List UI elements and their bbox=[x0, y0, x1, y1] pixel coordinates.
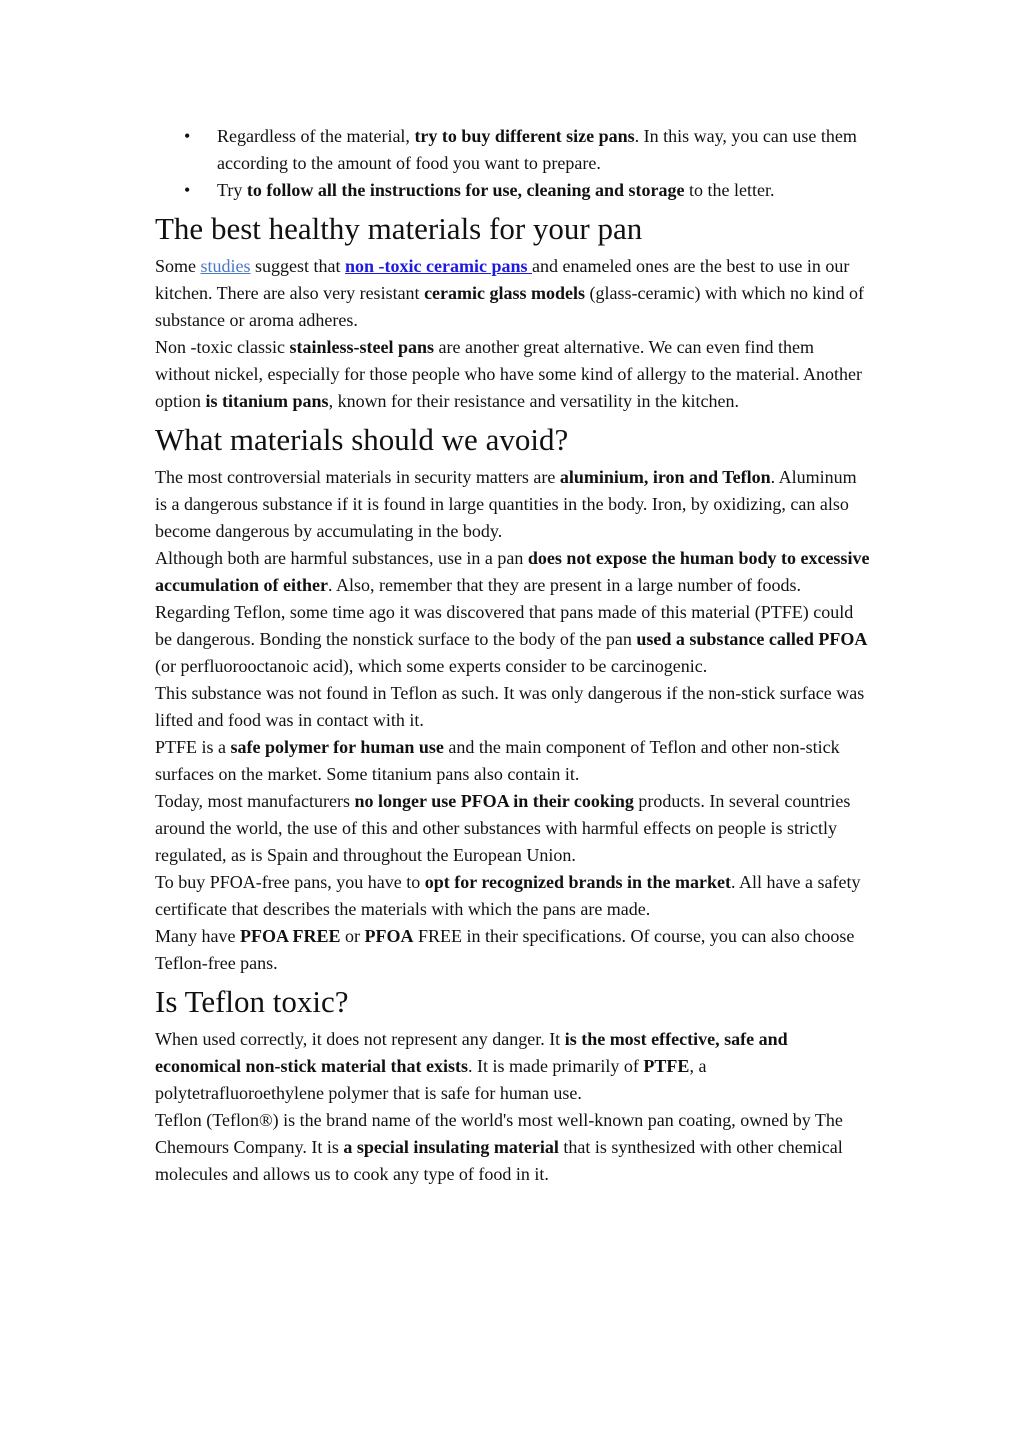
bold-text: PTFE bbox=[643, 1056, 690, 1076]
text: This substance was not found in Teflon as such. It was only dangerous if the non-stick surface was lifted and food was in contact with it. bbox=[155, 683, 865, 730]
text: . Aluminum is a dangerous substance if it is found in large quantities in the body. Iron, by oxidizing, can also become dangerous by accumulating in the body. bbox=[155, 467, 857, 541]
bold-text: opt for recognized brands in the market bbox=[424, 872, 732, 892]
paragraph bbox=[155, 464, 871, 545]
bullet-icon: • bbox=[184, 180, 191, 200]
bold-text: PFOA bbox=[364, 926, 414, 946]
text: PTFE is a bbox=[155, 737, 231, 757]
list-item bbox=[155, 177, 871, 204]
list-item-text: Regardless of the material, bbox=[217, 126, 415, 146]
text: Some bbox=[155, 256, 201, 276]
text: The most controversial materials in security matters are bbox=[155, 467, 560, 487]
paragraph bbox=[155, 869, 871, 923]
bullet-icon: • bbox=[184, 126, 191, 146]
bold-text: PFOA FREE bbox=[239, 926, 341, 946]
section-heading-healthy-materials: The best healthy materials for your pan bbox=[155, 211, 643, 246]
bold-text: no longer use PFOA in their cooking bbox=[354, 791, 634, 811]
paragraph bbox=[155, 253, 871, 334]
bold-text: is the most effective, safe and economical non-stick material that exists bbox=[155, 1029, 788, 1076]
text: . All have a safety certificate that describes the materials with which the pans are made. bbox=[155, 872, 861, 919]
list-item bbox=[155, 123, 871, 177]
text: FREE in their specifications. Of course, you can also choose Teflon-free pans. bbox=[155, 926, 855, 973]
paragraph bbox=[155, 923, 871, 977]
text: are another great alternative. We can even find them without nickel, especially for those people who have some kind of allergy to the material. Another option bbox=[155, 337, 862, 411]
text: suggest that bbox=[250, 256, 346, 276]
text: , known for their resistance and versatility in the kitchen. bbox=[328, 391, 739, 411]
paragraph bbox=[155, 1026, 871, 1107]
list-item-bold: to follow all the instructions for use, cleaning and storage bbox=[246, 180, 685, 200]
bold-text: ceramic glass models bbox=[424, 283, 586, 303]
paragraph bbox=[155, 734, 871, 788]
text: (glass-ceramic) with which no kind of substance or aroma adheres. bbox=[155, 283, 864, 330]
text: . It is made primarily of bbox=[467, 1056, 644, 1076]
text: Teflon (Teflon®) is the brand name of the world's most well-known pan coating, owned by The Chemours Company. It is bbox=[155, 1110, 843, 1157]
paragraph bbox=[155, 1107, 871, 1188]
text: products. In several countries around the world, the use of this and other substances with harmful effects on people is strictly regulated, as is Spain and throughout the European Union. bbox=[155, 791, 851, 865]
text: Although both are harmful substances, use in a pan bbox=[155, 548, 528, 568]
section-heading-teflon-toxic: Is Teflon toxic? bbox=[155, 984, 349, 1019]
list-item-text: . In this way, you can use them according to the amount of food you want to prepare. bbox=[217, 126, 857, 173]
bold-text: aluminium, iron and Teflon bbox=[559, 467, 771, 487]
bold-text: a special insulating material bbox=[343, 1137, 559, 1157]
paragraph bbox=[155, 599, 871, 680]
text: or bbox=[340, 926, 365, 946]
section-heading-materials-to-avoid: What materials should we avoid? bbox=[155, 422, 569, 457]
studies-link[interactable]: studies bbox=[200, 256, 251, 276]
list-item-bold: try to buy different size pans bbox=[414, 126, 635, 146]
paragraph bbox=[155, 545, 871, 599]
bold-text: is titanium pans bbox=[205, 391, 329, 411]
text: Today, most manufacturers bbox=[155, 791, 355, 811]
paragraph bbox=[155, 334, 871, 415]
text: Regarding Teflon, some time ago it was discovered that pans made of this material (PTFE) could be dangerous. Bonding the nonstick surface to the body of the pan bbox=[155, 602, 854, 649]
bold-text: safe polymer for human use bbox=[230, 737, 444, 757]
list-item-text: to the letter. bbox=[684, 180, 775, 200]
text: and the main component of Teflon and other non-stick surfaces on the market. Some titanium pans also contain it. bbox=[155, 737, 840, 784]
ceramic-pans-link[interactable]: non -toxic ceramic pans bbox=[345, 256, 533, 276]
text: Many have bbox=[155, 926, 240, 946]
paragraph bbox=[155, 788, 871, 869]
text: that is synthesized with other chemical molecules and allows us to cook any type of food in it. bbox=[155, 1137, 843, 1184]
paragraph bbox=[155, 680, 871, 734]
document-page bbox=[155, 123, 871, 1188]
text: . Also, remember that they are present in a large number of foods. bbox=[327, 575, 801, 595]
text: When used correctly, it does not represent any danger. It bbox=[155, 1029, 565, 1049]
text: Non -toxic classic bbox=[155, 337, 290, 357]
bold-text: does not expose the human body to excessive accumulation of either bbox=[155, 548, 870, 595]
text: , a polytetrafluoroethylene polymer that is safe for human use. bbox=[155, 1056, 707, 1103]
tips-list bbox=[155, 123, 871, 204]
text: and enameled ones are the best to use in our kitchen. There are also very resistant bbox=[155, 256, 850, 303]
text: (or perfluorooctanoic acid), which some experts consider to be carcinogenic. bbox=[155, 656, 708, 676]
list-item-text: Try bbox=[217, 180, 247, 200]
bold-text: stainless-steel pans bbox=[289, 337, 434, 357]
bold-text: used a substance called PFOA bbox=[636, 629, 868, 649]
text: To buy PFOA-free pans, you have to bbox=[155, 872, 425, 892]
